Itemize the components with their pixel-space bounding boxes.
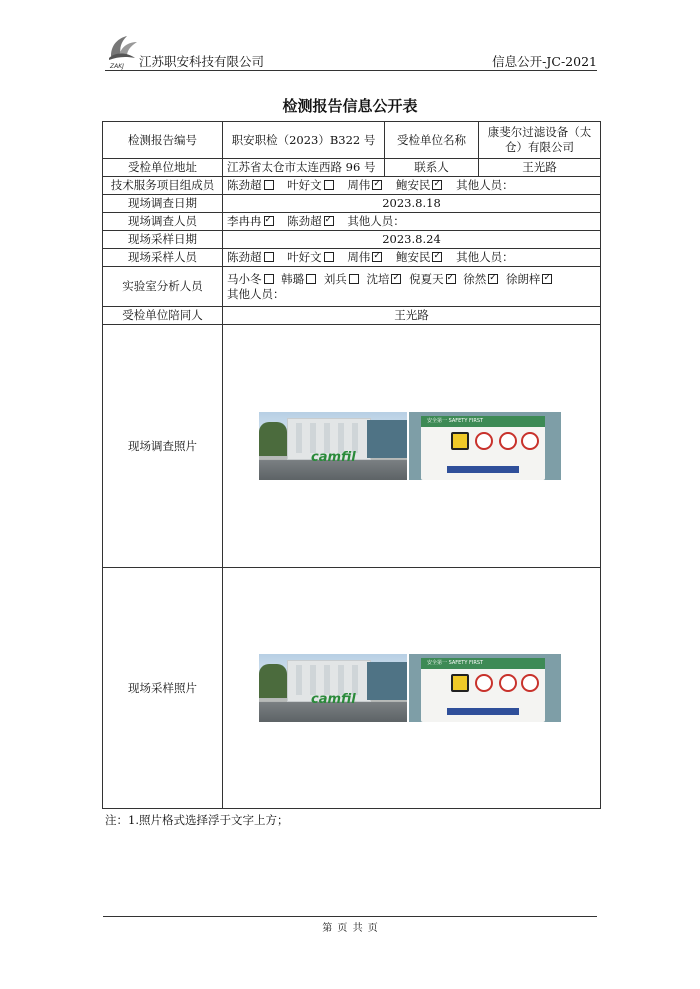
address-label: 受检单位地址 [103, 159, 223, 177]
camfil-sign-text: camfil [311, 692, 356, 707]
samplers-label: 现场采样人员 [103, 249, 223, 267]
document-number: 信息公开-JC-2021 [492, 54, 597, 69]
checkbox[interactable] [446, 274, 456, 284]
survey-photo [259, 412, 561, 480]
contact-label: 联系人 [385, 159, 479, 177]
person: 沈培 [366, 271, 390, 286]
safety-sign-photo [409, 412, 561, 480]
unit-name-label: 受检单位名称 [385, 122, 479, 159]
checkbox[interactable] [372, 252, 382, 262]
warning-icon [451, 432, 469, 450]
checkbox[interactable] [264, 252, 274, 262]
company-name: 江苏职安科技有限公司 [139, 54, 265, 69]
report-no-value: 职安职检（2023）B322 号 [223, 122, 385, 159]
checkbox[interactable] [264, 180, 274, 190]
person: 李冉冉 [227, 214, 262, 228]
other-label: 其他人员： [456, 178, 514, 192]
survey-date-value: 2023.8.18 [223, 195, 601, 213]
page-number: 第 页 共 页 [322, 923, 378, 934]
survey-date-label: 现场调查日期 [103, 195, 223, 213]
checkbox[interactable] [349, 274, 359, 284]
report-no-label: 检测报告编号 [103, 122, 223, 159]
checkbox[interactable] [324, 216, 334, 226]
team-label: 技术服务项目组成员 [103, 177, 223, 195]
footer-divider [103, 916, 597, 917]
report-info-table [102, 121, 601, 809]
other-label: 其他人员： [227, 286, 285, 301]
person: 陈劲超 [227, 250, 262, 264]
person: 马小冬 [227, 271, 262, 286]
sampling-photo-label: 现场采样照片 [103, 568, 223, 809]
checkbox[interactable] [432, 180, 442, 190]
person: 鲍安民 [395, 178, 431, 192]
person: 倪夏天 [409, 271, 444, 286]
other-label: 其他人员： [456, 250, 514, 264]
person: 叶好文 [287, 250, 322, 264]
survey-photo-cell [223, 325, 601, 568]
checkbox[interactable] [264, 274, 274, 284]
surveyors-list [223, 213, 601, 231]
address-value: 江苏省太仓市太连西路 96 号 [223, 159, 385, 177]
contact-value: 王光路 [479, 159, 601, 177]
checkbox[interactable] [488, 274, 498, 284]
safety-sign-header: 安全第一 SAFETY FIRST [421, 416, 545, 427]
checkbox[interactable] [306, 274, 316, 284]
prohibition-icon [475, 432, 493, 450]
checkbox[interactable] [324, 252, 334, 262]
footnote: 注：1.照片格式选择浮于文字上方； [105, 813, 289, 827]
svg-text:ZAKJ: ZAKJ [110, 63, 124, 70]
person: 刘兵 [323, 271, 347, 286]
company-logo-icon [105, 30, 139, 70]
sampling-photo [259, 654, 561, 722]
checkbox[interactable] [432, 252, 442, 262]
checkbox[interactable] [391, 274, 401, 284]
person: 徐朗梓 [505, 271, 541, 286]
lab-label: 实验室分析人员 [103, 267, 223, 307]
checkbox[interactable] [264, 216, 274, 226]
header-divider [105, 70, 597, 71]
safety-sign-header: 安全第一 SAFETY FIRST [421, 658, 545, 669]
speed-limit-icon [521, 432, 539, 450]
surveyors-label: 现场调查人员 [103, 213, 223, 231]
camfil-sign-text: camfil [311, 450, 356, 465]
building-photo [259, 412, 407, 480]
team-list [223, 177, 601, 195]
person: 韩璐 [281, 271, 305, 286]
unit-name-value: 康斐尔过滤设备（太仓）有限公司 [479, 122, 601, 159]
person: 周伟 [347, 178, 371, 192]
person: 陈劲超 [227, 178, 262, 192]
speed-limit-icon [521, 674, 539, 692]
warning-icon [451, 674, 469, 692]
prohibition-icon [499, 432, 517, 450]
samplers-list [223, 249, 601, 267]
page-header [105, 28, 597, 72]
checkbox[interactable] [324, 180, 334, 190]
page-title: 检测报告信息公开表 [282, 97, 418, 115]
checkbox[interactable] [542, 274, 552, 284]
person: 徐然 [463, 271, 487, 286]
prohibition-icon [475, 674, 493, 692]
escort-value: 王光路 [223, 307, 601, 325]
person: 周伟 [347, 250, 371, 264]
survey-photo-label: 现场调查照片 [103, 325, 223, 568]
checkbox[interactable] [372, 180, 382, 190]
building-photo [259, 654, 407, 722]
person: 陈劲超 [287, 214, 322, 228]
person: 鲍安民 [395, 250, 431, 264]
other-label: 其他人员： [347, 214, 405, 228]
lab-list [223, 267, 601, 307]
sampling-photo-cell [223, 568, 601, 809]
escort-label: 受检单位陪同人 [103, 307, 223, 325]
person: 叶好文 [287, 178, 322, 192]
sampling-date-value: 2023.8.24 [223, 231, 601, 249]
prohibition-icon [499, 674, 517, 692]
sampling-date-label: 现场采样日期 [103, 231, 223, 249]
safety-sign-photo [409, 654, 561, 722]
